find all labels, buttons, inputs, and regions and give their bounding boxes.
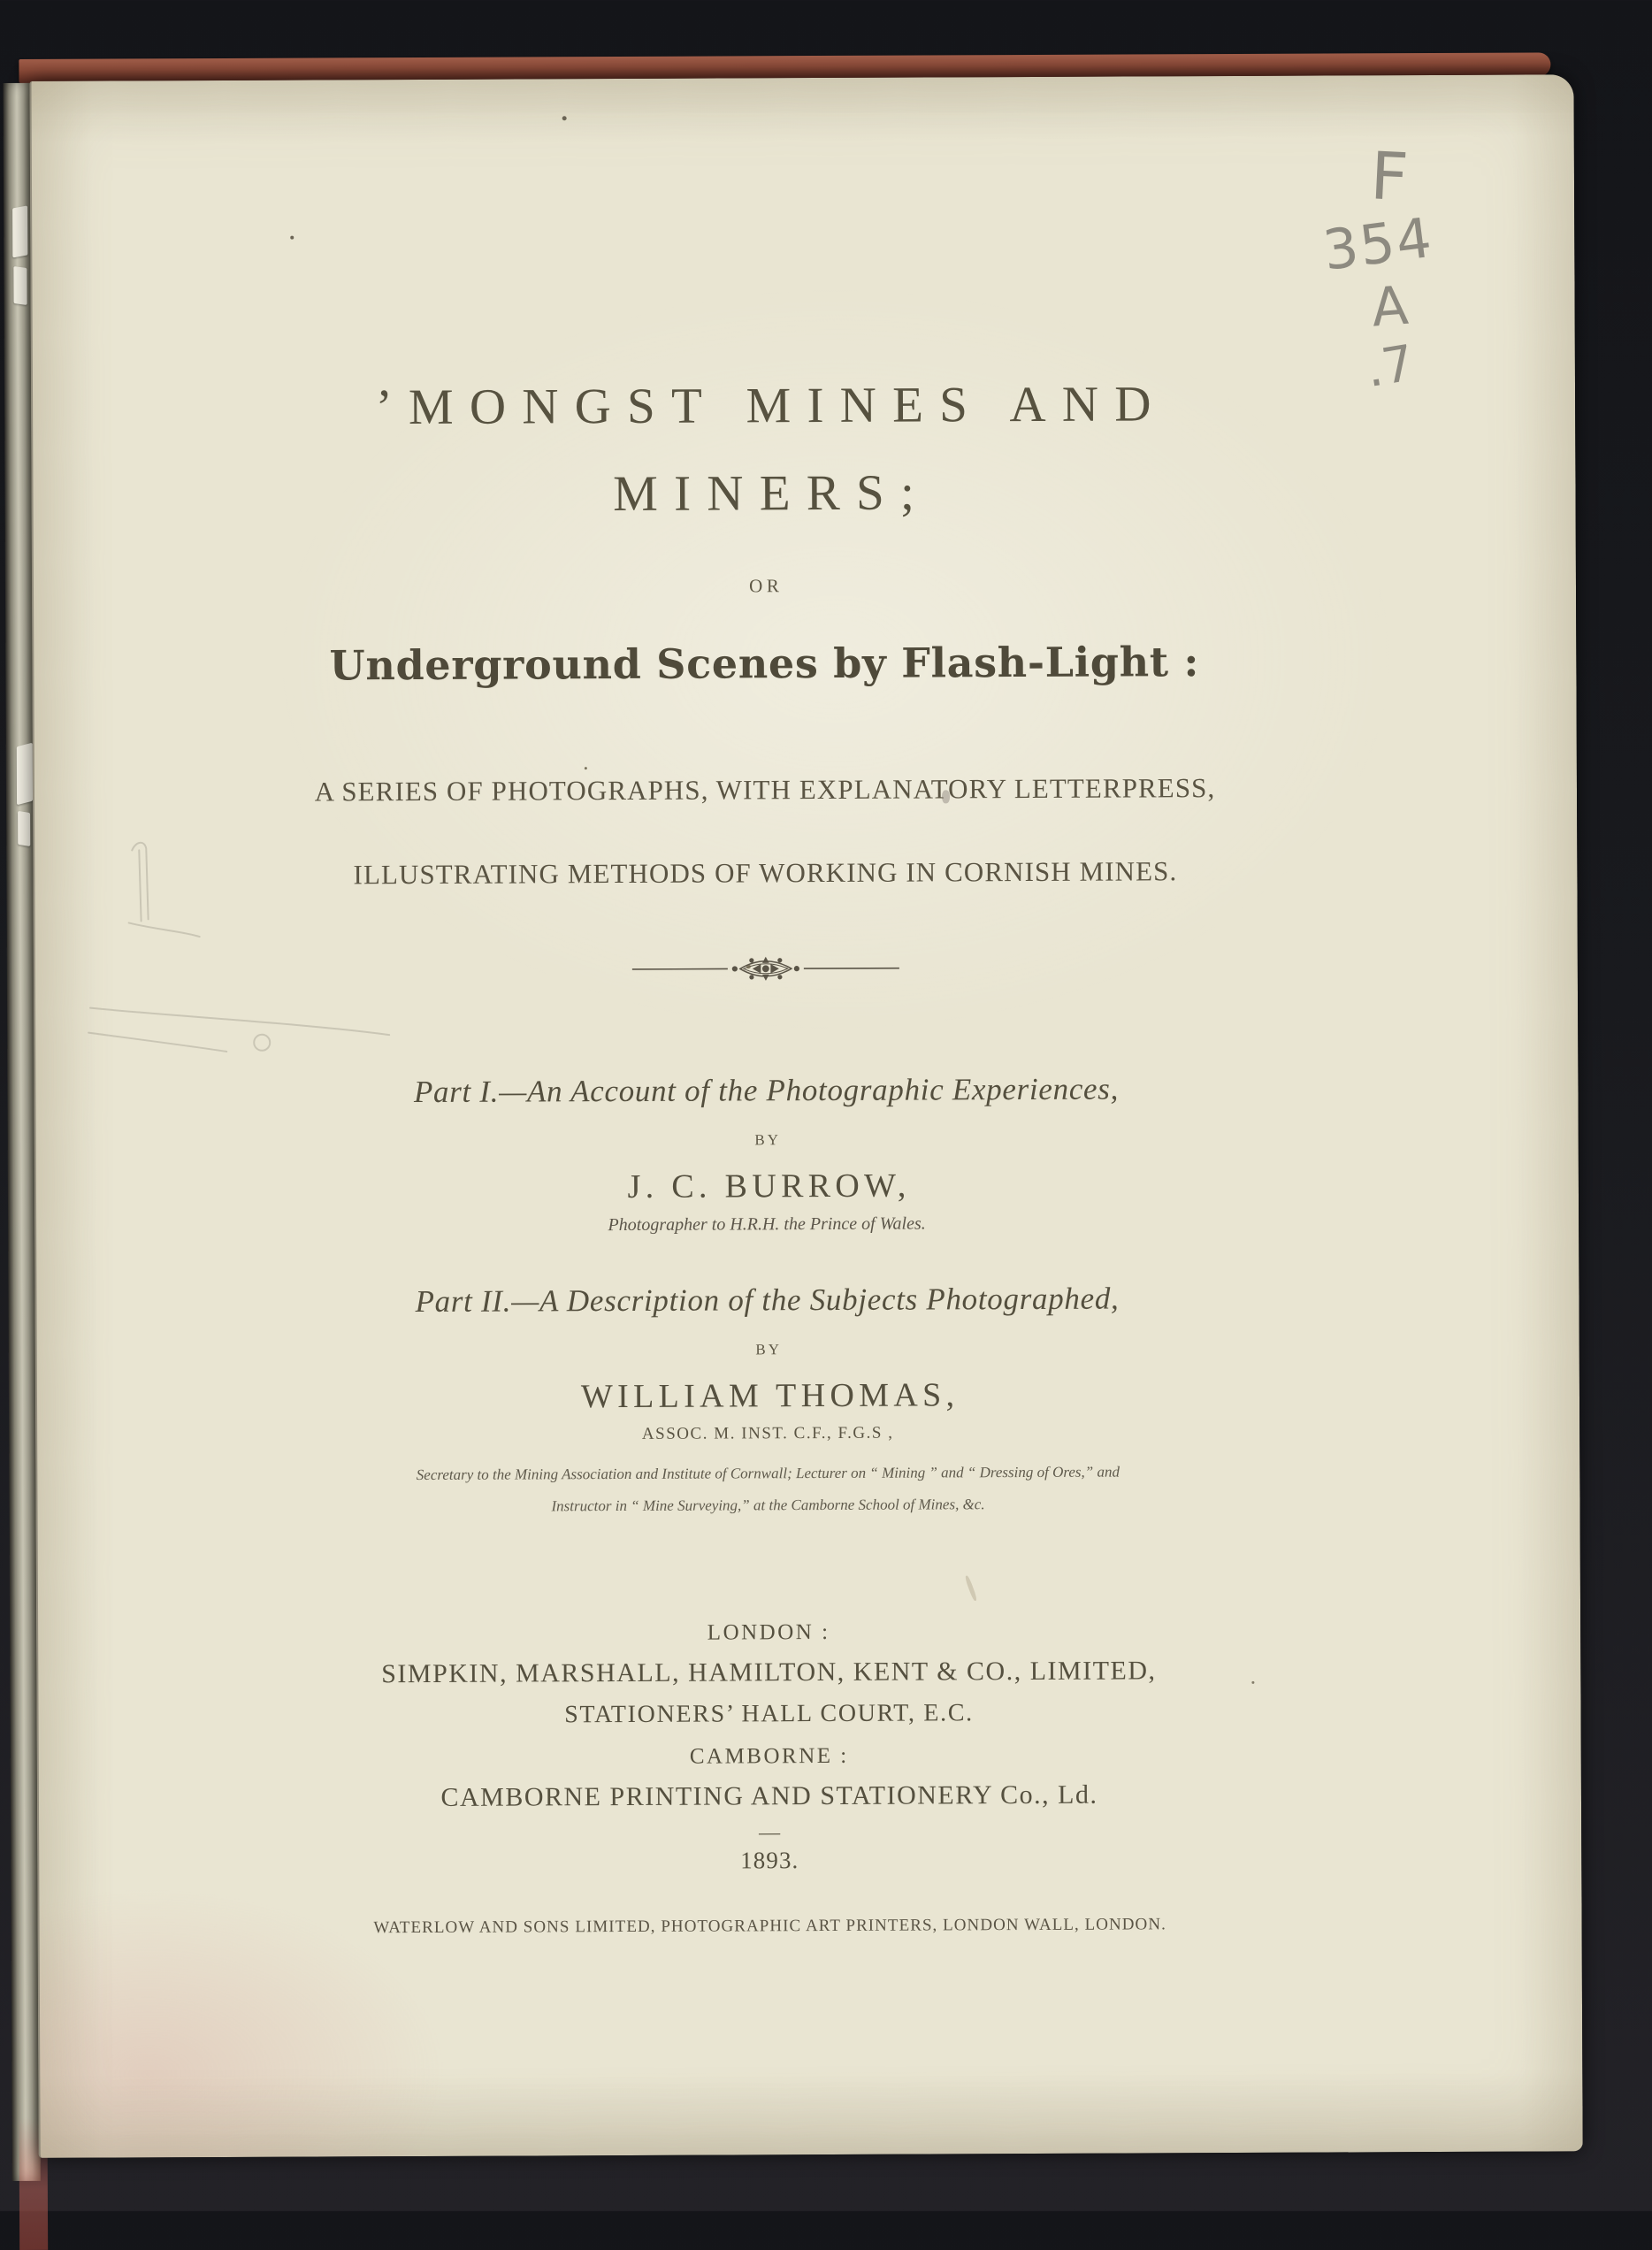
series-description-line-2: ILLUSTRATING METHODS OF WORKING IN CORNISH MINES. — [0, 853, 1536, 892]
ornament-divider — [629, 956, 903, 982]
shelfmark-line: .7 — [1304, 329, 1478, 405]
imprint-printer-line: WATERLOW AND SONS LIMITED, PHOTOGRAPHIC ART PRINTERS, LONDON WALL, LONDON. — [0, 1913, 1541, 1940]
imprint-london-label: LONDON : — [0, 1617, 1540, 1649]
imprint-year: 1893. — [0, 1843, 1541, 1878]
part2-author-description — [0, 1454, 1540, 1525]
title-page — [29, 74, 1582, 2158]
imprint-publisher-address: STATIONERS’ HALL COURT, E.C. — [0, 1696, 1541, 1732]
part2-by-label: BY — [0, 1337, 1539, 1362]
shelfmark-line: 354 — [1280, 205, 1476, 284]
title-page-content — [0, 75, 1541, 1940]
imprint-camborne-publisher: CAMBORNE PRINTING AND STATIONERY Co., Ld. — [0, 1778, 1541, 1815]
part1-author-title: Photographer to H.R.H. the Prince of Wales. — [0, 1211, 1538, 1238]
part1-author: J. C. BURROW, — [0, 1163, 1538, 1209]
imprint-camborne-label: CAMBORNE : — [0, 1741, 1541, 1772]
part2-author-description-line-1: Secretary to the Mining Association and Institute of Cornwall; Lecturer on “ Mining ” and “ Dressing of Ores,” and — [417, 1464, 1120, 1483]
part2-author-credentials: ASSOC. M. INST. C.F., F.G.S , — [0, 1420, 1539, 1447]
shelfmark-line: F — [1304, 141, 1474, 214]
series-description-line-1: A SERIES OF PHOTOGRAPHS, WITH EXPLANATORY LETTERPRESS, — [0, 770, 1536, 809]
part2-author-description-line-2: Instructor in “ Mine Surveying,” at the Camborne School of Mines, &c. — [551, 1496, 984, 1514]
or-label: OR — [0, 571, 1535, 601]
subtitle-blackletter: Underground Scenes by Flash-Light : — [0, 636, 1535, 691]
part2-author: WILLIAM THOMAS, — [0, 1373, 1539, 1419]
book-title-line-1: ’MONGST MINES AND — [0, 377, 1534, 434]
imprint-publisher: SIMPKIN, MARSHALL, HAMILTON, KENT & CO., LIMITED, — [0, 1654, 1540, 1691]
part1-by-label: BY — [0, 1128, 1538, 1152]
book-title-line-2: MINERS; — [0, 464, 1535, 522]
part1-heading: Part I.—An Account of the Photographic Experiences, — [0, 1069, 1538, 1112]
part2-heading: Part II.—A Description of the Subjects Photographed, — [0, 1279, 1539, 1321]
shelfmark-line: A — [1304, 274, 1476, 340]
imprint-divider-dash: — — [0, 1820, 1541, 1845]
